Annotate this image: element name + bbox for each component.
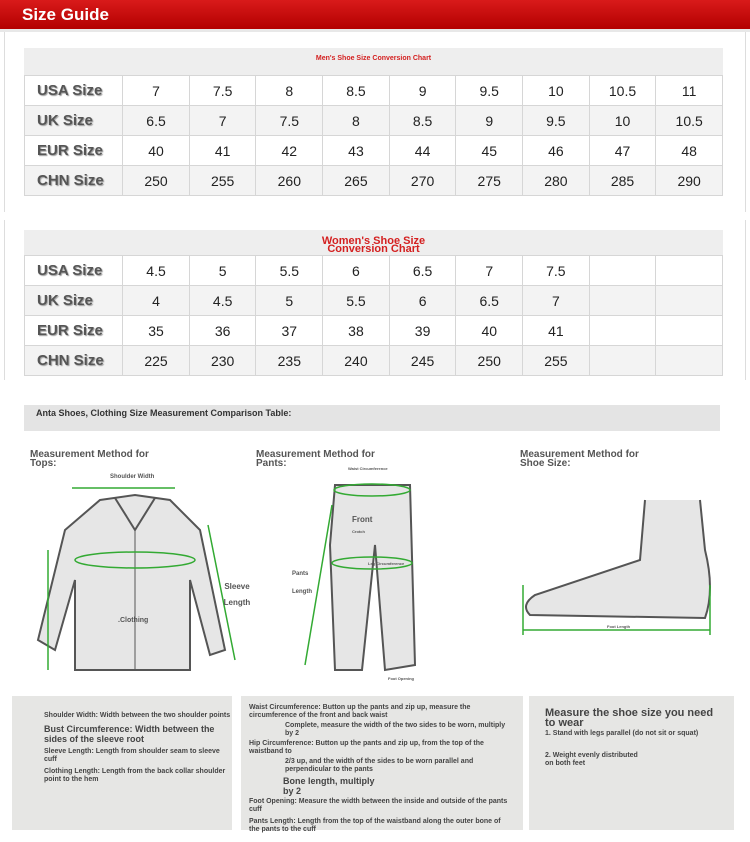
size-cell: 8.5 — [389, 106, 456, 136]
size-cell: 6.5 — [456, 286, 523, 316]
size-cell — [656, 256, 723, 286]
size-cell: 10 — [523, 76, 590, 106]
size-cell: 255 — [189, 166, 256, 196]
clothing-label: .Clothing — [118, 617, 149, 624]
size-cell: 275 — [456, 166, 523, 196]
size-cell: 48 — [656, 136, 723, 166]
size-cell — [656, 346, 723, 376]
size-cell: 4 — [123, 286, 190, 316]
size-cell: 10.5 — [589, 76, 656, 106]
size-cell: 5.5 — [256, 256, 323, 286]
size-cell: 9 — [456, 106, 523, 136]
size-cell: 265 — [323, 166, 390, 196]
tops-method-title: Measurement Method for Tops: — [30, 449, 149, 469]
shoulder-label: Shoulder Width — [110, 474, 155, 480]
size-cell: 9 — [389, 76, 456, 106]
tops-text: Sleeve Length: Length from shoulder seam to sleeve cuff — [44, 748, 220, 763]
row-label: EUR Size — [25, 136, 123, 166]
size-cell: 9.5 — [456, 76, 523, 106]
table-row — [25, 76, 723, 106]
size-cell: 285 — [589, 166, 656, 196]
size-cell: 280 — [523, 166, 590, 196]
table-row — [25, 346, 723, 376]
size-cell — [589, 256, 656, 286]
size-cell: 250 — [456, 346, 523, 376]
waist-label: Waist Circumference — [348, 466, 388, 471]
tops-text: Bust Circumference: Width between the sides of the sleeve root — [44, 724, 215, 744]
size-cell: 39 — [389, 316, 456, 346]
size-cell: 7.5 — [189, 76, 256, 106]
size-cell: 35 — [123, 316, 190, 346]
size-cell: 6.5 — [123, 106, 190, 136]
pants-text: Bone length, multiply by 2 — [283, 776, 375, 796]
size-cell — [589, 286, 656, 316]
size-cell: 240 — [323, 346, 390, 376]
tops-text: Shoulder Width: Width between the two shoulder points — [44, 712, 231, 719]
shoe-step: 1. Stand with legs parallel (do not sit or squat) — [545, 730, 699, 737]
front-label: Front — [352, 515, 373, 524]
mens-chart-title: Men's Shoe Size Conversion Chart — [24, 48, 723, 75]
size-cell — [656, 316, 723, 346]
header-bar — [0, 0, 750, 29]
size-cell: 6 — [389, 286, 456, 316]
size-cell: 10 — [589, 106, 656, 136]
size-cell: 7.5 — [523, 256, 590, 286]
table-row — [25, 316, 723, 346]
row-label: UK Size — [25, 106, 123, 136]
foot-length-label: Foot Length — [607, 624, 631, 629]
size-cell: 43 — [323, 136, 390, 166]
size-cell: 10.5 — [656, 106, 723, 136]
length-label: Length — [292, 589, 312, 595]
table-row — [25, 256, 723, 286]
foot-opening-label: Foot Opening — [388, 676, 414, 681]
size-cell: 235 — [256, 346, 323, 376]
size-cell: 4.5 — [123, 256, 190, 286]
shoe-method-title: Measurement Method for Shoe Size: — [520, 449, 639, 469]
size-cell: 4.5 — [189, 286, 256, 316]
size-cell: 40 — [123, 136, 190, 166]
size-cell: 270 — [389, 166, 456, 196]
size-cell: 8.5 — [323, 76, 390, 106]
row-label: USA Size — [25, 76, 123, 106]
size-cell: 6.5 — [389, 256, 456, 286]
size-cell: 42 — [256, 136, 323, 166]
size-cell: 290 — [656, 166, 723, 196]
size-cell: 5.5 — [323, 286, 390, 316]
size-cell: 47 — [589, 136, 656, 166]
size-cell: 36 — [189, 316, 256, 346]
size-cell — [656, 286, 723, 316]
size-cell: 255 — [523, 346, 590, 376]
pants-description — [241, 696, 523, 833]
size-cell: 260 — [256, 166, 323, 196]
table-row — [25, 136, 723, 166]
crotch-label: Crotch — [352, 529, 365, 534]
size-cell: 225 — [123, 346, 190, 376]
pants-text: Waist Circumference: Button up the pants and zip up, measure the circumference of the front and back waist — [249, 704, 471, 719]
size-cell: 7.5 — [256, 106, 323, 136]
womens-chart-title: Women's Shoe Size Conversion Chart — [24, 230, 723, 255]
size-cell: 9.5 — [523, 106, 590, 136]
pants-text: 2/3 up, and the width of the sides to be worn parallel and perpendicular to the pants — [285, 758, 474, 773]
pants-label: Pants — [292, 571, 309, 577]
size-cell: 6 — [323, 256, 390, 286]
size-cell: 45 — [456, 136, 523, 166]
shoe-text-title: Measure the shoe size you need to wear — [545, 707, 714, 729]
table-row — [25, 106, 723, 136]
row-label: CHN Size — [25, 166, 123, 196]
sleeve-length-label: Sleeve Length — [223, 582, 251, 607]
size-cell: 7 — [123, 76, 190, 106]
size-cell: 37 — [256, 316, 323, 346]
pants-text: Complete, measure the width of the two sides to be worn, multiply by 2 — [285, 722, 506, 737]
size-cell: 7 — [189, 106, 256, 136]
size-cell: 38 — [323, 316, 390, 346]
table-row — [25, 286, 723, 316]
shoe-description — [529, 696, 734, 830]
pants-method-title: Measurement Method for Pants: — [256, 449, 375, 469]
size-cell: 7 — [456, 256, 523, 286]
pants-diagram — [290, 465, 430, 685]
leg-label: Leg Circumference — [368, 561, 405, 566]
page-title: Size Guide — [22, 5, 109, 24]
shirt-diagram — [30, 470, 250, 680]
size-cell: 5 — [256, 286, 323, 316]
size-cell — [589, 346, 656, 376]
size-cell: 41 — [523, 316, 590, 346]
tops-description — [12, 696, 232, 830]
row-label: USA Size — [25, 256, 123, 286]
foot-diagram — [515, 490, 725, 640]
size-cell: 41 — [189, 136, 256, 166]
size-cell: 8 — [323, 106, 390, 136]
size-cell: 11 — [656, 76, 723, 106]
mens-size-table — [24, 75, 723, 196]
size-cell: 46 — [523, 136, 590, 166]
size-cell: 245 — [389, 346, 456, 376]
size-cell: 5 — [189, 256, 256, 286]
table-row — [25, 166, 723, 196]
row-label: CHN Size — [25, 346, 123, 376]
size-cell: 44 — [389, 136, 456, 166]
size-cell: 8 — [256, 76, 323, 106]
tops-text: Clothing Length: Length from the back collar shoulder point to the hem — [44, 768, 226, 783]
pants-text: Foot Opening: Measure the width between the inside and outside of the pants cuff — [249, 798, 508, 813]
size-cell: 40 — [456, 316, 523, 346]
measurement-section-title: Anta Shoes, Clothing Size Measurement Comparison Table: — [24, 405, 720, 431]
size-cell: 7 — [523, 286, 590, 316]
womens-size-table — [24, 255, 723, 376]
pants-text: Pants Length: Length from the top of the waistband along the outer bone of the pants to the cuff — [249, 818, 501, 833]
size-cell: 250 — [123, 166, 190, 196]
size-cell — [589, 316, 656, 346]
shoe-step: 2. Weight evenly distributed on both feet — [545, 752, 638, 767]
row-label: UK Size — [25, 286, 123, 316]
row-label: EUR Size — [25, 316, 123, 346]
size-cell: 230 — [189, 346, 256, 376]
pants-text: Hip Circumference: Button up the pants and zip up, from the top of the waistband to — [249, 740, 484, 755]
